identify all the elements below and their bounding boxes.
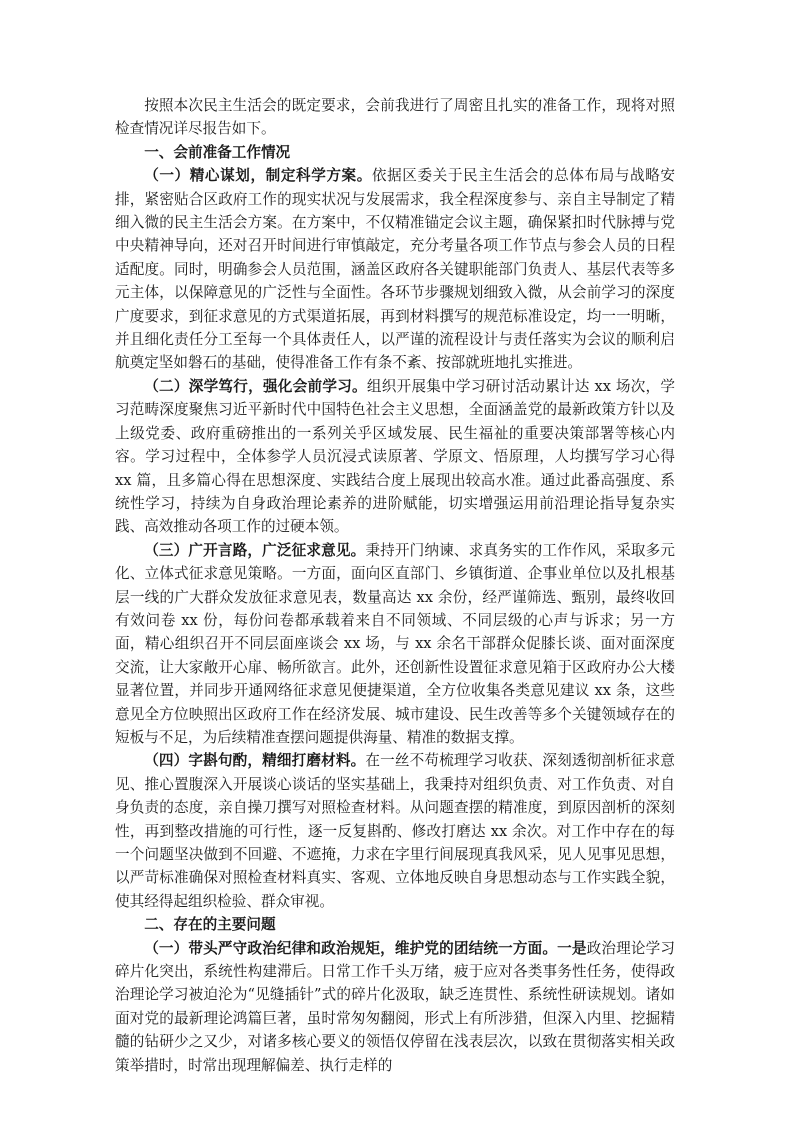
section1-paragraph-3 bbox=[115, 539, 675, 750]
paragraph-body: 在一丝不苟梳理学习收获、深刻透彻剖析征求意见、推心置腹深入开展谈心谈话的坚实基础上，我秉持对组织负责、对工作负责、对自身负责的态度，亲自操刀撰写对照检查材料。从问题查摆的精准度，到原因剖析的深刻性，再到整改措施的可行性，逐一反复斟酌、修改打磨达 xx 余次。对工作中存在的每一个问题坚决做到不回避、不遮掩，力求在字里行间展现真我风采，见人见事见思想，以严苛标准确保对照检查材料真实、客观、立体地反映自身思想动态与工作实践全貌，使其经得起组织检验、群众审视。 bbox=[115, 752, 675, 910]
paragraph-lead: （四）字斟句酌，精细打磨材料。 bbox=[144, 752, 366, 770]
intro-paragraph: 按照本次民主生活会的既定要求，会前我进行了周密且扎实的准备工作，现将对照检查情况详尽报告如下。 bbox=[115, 97, 675, 138]
paragraph-body: 组织开展集中学习研讨活动累计达 xx 场次，学习范畴深度聚焦习近平新时代中国特色社会主义思想，全面涵盖党的最新政策方针以及上级党委、政府重磅推出的一系列关乎区域发展、民生福祉的重要决策部署等核心内容。学习过程中，全体参学人员沉浸式读原著、学原文、悟原理，人均撰写学习心得 xx 篇，且多篇心得在思想深度、实践结合度上展现出较高水准。通过此番高强度、系统性学习，持续为自身政治理论素养的进阶赋能，切实增强运用前沿理论指导复杂实践、高效推动各项工作的过硬本领。 bbox=[115, 377, 675, 536]
paragraph-lead: （二）深学笃行，强化会前学习。 bbox=[144, 377, 367, 395]
paragraph-lead: （三）广开言路，广泛征求意见。 bbox=[144, 541, 366, 559]
paragraph-body: 依据区委关于民主生活会的总体布局与战略安排，紧密贴合区政府工作的现实状况与发展需求，我全程深度参与、亲自主导制定了精细入微的民主生活会方案。在方案中，不仅精准锚定会议主题，确保紧扣时代脉搏与党中央精神导向，还对召开时间进行审慎敲定，充分考量各项工作节点与参会人员的日程适配度。同时，明确参会人员范围，涵盖区政府各关键职能部门负责人、基层代表等多元主体，以保障意见的广泛性与全面性。各环节步骤规划细致入微，从会前学习的深度广度要求，到征求意见的方式渠道拓展，再到材料撰写的规范标准设定，均一一明晰，并且细化责任分工至每一个具体责任人，以严谨的流程设计与责任落实为会议的顺利启航奠定坚如磐石的基础，使得准备工作有条不紊、按部就班地扎实推进。 bbox=[115, 167, 675, 372]
document-page bbox=[115, 94, 675, 1077]
section-heading-2: 二、存在的主要问题 bbox=[144, 916, 276, 934]
section1-paragraph-4 bbox=[115, 749, 675, 913]
section-heading-1: 一、会前准备工作情况 bbox=[144, 143, 291, 161]
section1-paragraph-2 bbox=[115, 375, 675, 539]
paragraph-lead: （一）带头严守政治纪律和政治规矩，维护党的团结统一方面。一是 bbox=[144, 939, 587, 957]
section1-paragraph-1 bbox=[115, 164, 675, 375]
paragraph-lead: （一）精心谋划，制定科学方案。 bbox=[144, 167, 372, 185]
paragraph-body: 秉持开门纳谏、求真务实的工作作风，采取多元化、立体式征求意见策略。一方面，面向区直部门、乡镇街道、企事业单位以及扎根基层一线的广大群众发放征求意见表，数量高达 xx 余份，经严谨筛选、甄别，最终收回有效问卷 xx 份，每份问卷都承载着来自不同领域、不同层级的心声与诉求；另一方面，精心组织召开不同层面座谈会 xx 场，与 xx 余名干部群众促膝长谈、面对面深度交流，让大家敞开心扉、畅所欲言。此外，还创新性设置征求意见箱于区政府办公大楼显著位置，并同步开通网络征求意见便捷渠道，全方位收集各类意见建议 xx 条，这些意见全方位映照出区政府工作在经济发展、城市建设、民生改善等多个关键领域存在的短板与不足，为后续精准查摆问题提供海量、精准的数据支撑。 bbox=[115, 541, 675, 746]
paragraph-body: 政治理论学习碎片化突出，系统性构建滞后。日常工作千头万绪，疲于应对各类事务性任务，使得政治理论学习被迫沦为“见缝插针”式的碎片化汲取，缺乏连贯性、系统性研读规划。诸如面对党的最新理论鸿篇巨著，虽时常匆匆翻阅，形式上有所涉猎，但深入内里、挖掘精髓的钻研少之又少，对诸多核心要义的领悟仅停留在浅表层次，以致在贯彻落实相关政策举措时，时常出现理解偏差、执行走样的 bbox=[115, 939, 675, 1074]
section2-paragraph-1 bbox=[115, 937, 675, 1077]
